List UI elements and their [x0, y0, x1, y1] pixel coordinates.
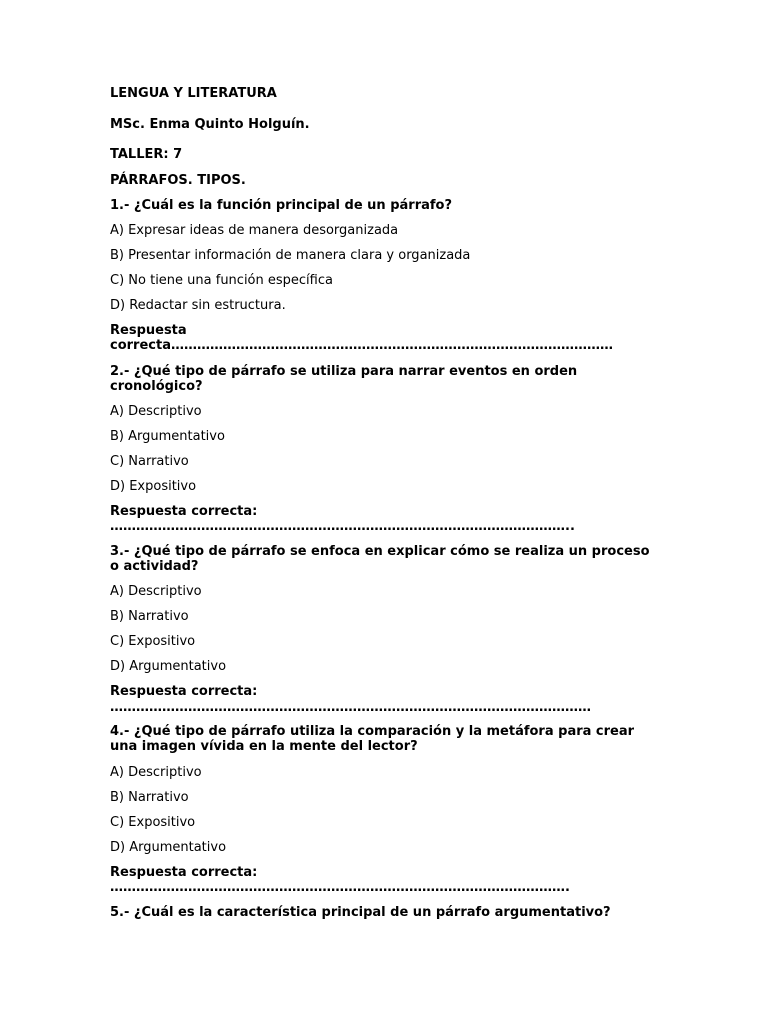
option-b: B) Narrativo — [110, 609, 189, 624]
answer-blank: correcta………………………………………………………………………………………… — [110, 338, 613, 353]
question-prompt: 1.- ¿Cuál es la función principal de un párrafo? — [110, 198, 453, 213]
answer-label: Respuesta — [110, 323, 187, 338]
answer-blank: ………………………………………………………………………………………………… — [110, 700, 591, 715]
answer-blank: …………………………………………………………………………………………….. — [110, 519, 575, 534]
option-d: D) Argumentativo — [110, 659, 227, 674]
question-prompt: 5.- ¿Cuál es la característica principal de un párrafo argumentativo? — [110, 905, 611, 920]
option-a: A) Expresar ideas de manera desorganizada — [110, 223, 399, 238]
option-d: D) Expositivo — [110, 479, 197, 494]
option-d: D) Argumentativo — [110, 840, 227, 855]
option-d: D) Redactar sin estructura. — [110, 298, 286, 313]
option-b: B) Argumentativo — [110, 429, 225, 444]
answer-blank: ……………………………………………………………………………………………. — [110, 880, 570, 895]
option-a: A) Descriptivo — [110, 404, 202, 419]
option-c: C) No tiene una función específica — [110, 273, 333, 288]
teacher-name: MSc. Enma Quinto Holguín. — [110, 117, 310, 132]
question-prompt: 3.- ¿Qué tipo de párrafo se enfoca en explicar cómo se realiza un proceso o actividad? — [110, 544, 650, 574]
answer-label: Respuesta correcta: — [110, 684, 258, 699]
question-prompt: 4.- ¿Qué tipo de párrafo utiliza la comparación y la metáfora para crear una imagen vívida en la mente del lector? — [110, 724, 635, 754]
subject-title: LENGUA Y LITERATURA — [110, 86, 277, 101]
option-a: A) Descriptivo — [110, 765, 202, 780]
option-c: C) Narrativo — [110, 454, 189, 469]
option-a: A) Descriptivo — [110, 584, 202, 599]
option-b: B) Presentar información de manera clara y organizada — [110, 248, 471, 263]
option-c: C) Expositivo — [110, 815, 196, 830]
question-prompt: 2.- ¿Qué tipo de párrafo se utiliza para narrar eventos en orden cronológico? — [110, 364, 578, 394]
answer-label: Respuesta correcta: — [110, 865, 258, 880]
topic-title: PÁRRAFOS. TIPOS. — [110, 173, 246, 188]
option-b: B) Narrativo — [110, 790, 189, 805]
option-c: C) Expositivo — [110, 634, 196, 649]
workshop-number: TALLER: 7 — [110, 147, 183, 162]
answer-label: Respuesta correcta: — [110, 504, 258, 519]
